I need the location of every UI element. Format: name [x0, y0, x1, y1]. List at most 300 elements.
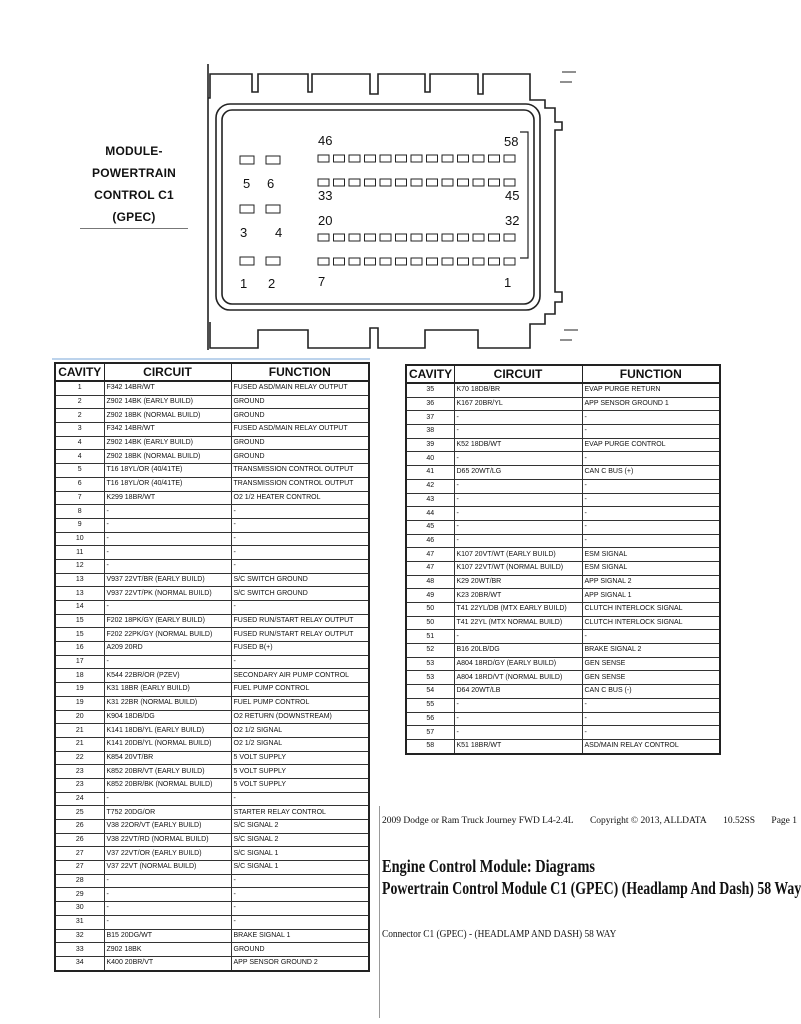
function-cell: -: [582, 479, 720, 493]
cavity-cell: 47: [406, 561, 454, 575]
circuit-header: CIRCUIT: [104, 363, 231, 381]
table-row: [55, 655, 369, 669]
cavity-cell: 10: [55, 532, 104, 546]
function-cell: FUSED RUN/START RELAY OUTPUT: [231, 628, 369, 642]
function-cell: -: [231, 888, 369, 902]
table-row: [55, 833, 369, 847]
function-cell: APP SIGNAL 1: [582, 589, 720, 603]
circuit-cell: D65 20WT/LG: [454, 466, 582, 480]
pin-table-right-body: [406, 383, 720, 754]
cavity-cell: 44: [406, 507, 454, 521]
circuit-cell: K107 20VT/WT (EARLY BUILD): [454, 548, 582, 562]
cavity-cell: 36: [406, 397, 454, 411]
function-cell: GROUND: [231, 450, 369, 464]
circuit-cell: K31 18BR (EARLY BUILD): [104, 683, 231, 697]
cavity-slot: [349, 258, 360, 265]
cavity-slot: [427, 155, 438, 162]
function-cell: -: [231, 546, 369, 560]
function-cell: CLUTCH INTERLOCK SIGNAL: [582, 603, 720, 617]
cavity-slot: [411, 179, 422, 186]
function-cell: S/C SIGNAL 1: [231, 861, 369, 875]
cavity-slot: [365, 179, 376, 186]
function-cell: S/C SWITCH GROUND: [231, 573, 369, 587]
table-row: [55, 505, 369, 519]
circuit-cell: A209 20RD: [104, 642, 231, 656]
cavity-slot: [427, 234, 438, 241]
table-row: [406, 383, 720, 397]
cavity-slot: [504, 179, 515, 186]
heading-primary: Engine Control Module: Diagrams: [382, 856, 595, 876]
table-row: [406, 739, 720, 753]
function-cell: 5 VOLT SUPPLY: [231, 751, 369, 765]
function-header: FUNCTION: [231, 363, 369, 381]
function-cell: CAN C BUS (+): [582, 466, 720, 480]
function-cell: -: [582, 630, 720, 644]
cavity-cell: 31: [55, 915, 104, 929]
function-cell: FUSED RUN/START RELAY OUTPUT: [231, 614, 369, 628]
function-cell: 5 VOLT SUPPLY: [231, 765, 369, 779]
table-row: [55, 477, 369, 491]
function-cell: S/C SIGNAL 1: [231, 847, 369, 861]
cavity-cell: 19: [55, 696, 104, 710]
circuit-cell: V37 22VT (NORMAL BUILD): [104, 861, 231, 875]
function-cell: ESM SIGNAL: [582, 548, 720, 562]
function-cell: GEN SENSE: [582, 671, 720, 685]
circuit-cell: -: [104, 601, 231, 615]
cavity-cell: 11: [55, 546, 104, 560]
function-cell: FUEL PUMP CONTROL: [231, 683, 369, 697]
circuit-cell: -: [454, 452, 582, 466]
cavity-slot: [240, 257, 254, 265]
function-cell: CAN C BUS (-): [582, 685, 720, 699]
cavity-slot: [334, 234, 345, 241]
table-row: [55, 929, 369, 943]
table-row: [55, 737, 369, 751]
circuit-cell: -: [454, 425, 582, 439]
table-row: [55, 683, 369, 697]
table-row: [406, 671, 720, 685]
circuit-cell: -: [104, 792, 231, 806]
circuit-cell: K70 18DB/BR: [454, 383, 582, 397]
module-title-line: (GPEC): [112, 210, 156, 224]
cavity-slot: [380, 234, 391, 241]
cavity-cell: 16: [55, 642, 104, 656]
table-row: [406, 698, 720, 712]
cavity-cell: 35: [406, 383, 454, 397]
table-row: [406, 657, 720, 671]
table-row: [55, 601, 369, 615]
circuit-cell: -: [454, 712, 582, 726]
cavity-slot: [349, 234, 360, 241]
pin-table-left: [54, 362, 370, 972]
cavity-cell: 27: [55, 861, 104, 875]
cavity-cell: 1: [55, 381, 104, 395]
cavity-header: CAVITY: [55, 363, 104, 381]
cavity-slot: [458, 179, 469, 186]
cavity-header: CAVITY: [406, 365, 454, 383]
function-cell: APP SENSOR GROUND 1: [582, 397, 720, 411]
cavity-cell: 19: [55, 683, 104, 697]
circuit-cell: K167 20BR/YL: [454, 397, 582, 411]
circuit-cell: F342 14BR/WT: [104, 423, 231, 437]
table-row: [55, 409, 369, 423]
document-header: [382, 806, 801, 1016]
function-cell: BRAKE SIGNAL 2: [582, 644, 720, 658]
table-row: [55, 888, 369, 902]
function-cell: GROUND: [231, 943, 369, 957]
cavity-cell: 56: [406, 712, 454, 726]
circuit-cell: -: [454, 726, 582, 740]
function-cell: SECONDARY AIR PUMP CONTROL: [231, 669, 369, 683]
table-row: [55, 381, 369, 395]
cavity-cell: 38: [406, 425, 454, 439]
circuit-cell: V38 22OR/VT (EARLY BUILD): [104, 820, 231, 834]
pin-label: 45: [505, 188, 520, 203]
module-title-line: MODULE-: [105, 144, 163, 158]
circuit-cell: V937 22VT/PK (NORMAL BUILD): [104, 587, 231, 601]
table-row: [55, 573, 369, 587]
circuit-cell: K29 20WT/BR: [454, 575, 582, 589]
function-cell: -: [582, 712, 720, 726]
cavity-slot: [240, 156, 254, 164]
function-cell: 5 VOLT SUPPLY: [231, 778, 369, 792]
cavity-cell: 50: [406, 616, 454, 630]
circuit-cell: K854 20VT/BR: [104, 751, 231, 765]
circuit-cell: K141 18DB/YL (EARLY BUILD): [104, 724, 231, 738]
cavity-cell: 47: [406, 548, 454, 562]
cavity-slot: [458, 258, 469, 265]
table-row: [55, 724, 369, 738]
table-row: [55, 587, 369, 601]
function-cell: S/C SIGNAL 2: [231, 833, 369, 847]
cavity-slot: [318, 258, 329, 265]
cavity-cell: 6: [55, 477, 104, 491]
table-row: [406, 712, 720, 726]
cavity-slot: [365, 155, 376, 162]
cavity-cell: 23: [55, 778, 104, 792]
cavity-cell: 17: [55, 655, 104, 669]
function-cell: GEN SENSE: [582, 657, 720, 671]
table-row: [55, 792, 369, 806]
pin-label: 32: [505, 213, 520, 228]
cavity-slot: [318, 155, 329, 162]
cavity-cell: 9: [55, 518, 104, 532]
cavity-cell: 15: [55, 614, 104, 628]
cavity-cell: 53: [406, 657, 454, 671]
function-cell: S/C SIGNAL 2: [231, 820, 369, 834]
cavity-slot: [473, 258, 484, 265]
function-cell: STARTER RELAY CONTROL: [231, 806, 369, 820]
table-row: [55, 614, 369, 628]
document-meta: [382, 816, 797, 826]
cavity-cell: 23: [55, 765, 104, 779]
cavity-slot: [504, 155, 515, 162]
table-row: [55, 915, 369, 929]
cavity-cell: 7: [55, 491, 104, 505]
circuit-cell: -: [454, 411, 582, 425]
circuit-cell: Z902 14BK (EARLY BUILD): [104, 395, 231, 409]
cavity-cell: 30: [55, 902, 104, 916]
circuit-cell: -: [104, 505, 231, 519]
function-cell: EVAP PURGE CONTROL: [582, 438, 720, 452]
function-cell: EVAP PURGE RETURN: [582, 383, 720, 397]
table-row: [55, 751, 369, 765]
circuit-cell: K23 20BR/WT: [454, 589, 582, 603]
cavity-cell: 20: [55, 710, 104, 724]
table-row: [406, 397, 720, 411]
cavity-slot: [504, 234, 515, 241]
module-title: [82, 140, 186, 228]
table-row: [406, 561, 720, 575]
function-cell: FUEL PUMP CONTROL: [231, 696, 369, 710]
cavity-cell: 51: [406, 630, 454, 644]
function-cell: -: [582, 698, 720, 712]
table-row: [55, 642, 369, 656]
table-row: [55, 559, 369, 573]
table-row: [55, 436, 369, 450]
table-row: [406, 644, 720, 658]
circuit-cell: -: [454, 534, 582, 548]
circuit-cell: K31 22BR (NORMAL BUILD): [104, 696, 231, 710]
cavity-slot: [240, 205, 254, 213]
cavity-slot: [504, 258, 515, 265]
connector-title: Connector C1 (GPEC) - (HEADLAMP AND DASH) 58 WAY: [382, 928, 617, 940]
pin-label: 4: [275, 225, 283, 240]
table-row: [55, 778, 369, 792]
cavity-slot: [380, 258, 391, 265]
table-row: [406, 630, 720, 644]
function-cell: S/C SWITCH GROUND: [231, 587, 369, 601]
table-row: [55, 956, 369, 970]
table-row: [406, 493, 720, 507]
function-cell: -: [231, 874, 369, 888]
function-cell: APP SENSOR GROUND 2: [231, 956, 369, 970]
function-cell: -: [231, 559, 369, 573]
pin-table-left-body: [55, 381, 369, 971]
cavity-cell: 57: [406, 726, 454, 740]
cavity-cell: 34: [55, 956, 104, 970]
cavity-cell: 12: [55, 559, 104, 573]
cavity-slot: [349, 155, 360, 162]
cavity-cell: 28: [55, 874, 104, 888]
cavity-slot: [365, 234, 376, 241]
table-row: [55, 491, 369, 505]
cavity-cell: 33: [55, 943, 104, 957]
copyright: Copyright © 2013, ALLDATA: [589, 816, 707, 826]
cavity-cell: 29: [55, 888, 104, 902]
table-row: [406, 479, 720, 493]
cavity-cell: 40: [406, 452, 454, 466]
cavity-cell: 24: [55, 792, 104, 806]
cavity-cell: 2: [55, 395, 104, 409]
function-cell: O2 1/2 HEATER CONTROL: [231, 491, 369, 505]
cavity-slot: [396, 258, 407, 265]
left-table-top-rule: [52, 358, 370, 360]
circuit-cell: V937 22VT/BR (EARLY BUILD): [104, 573, 231, 587]
circuit-cell: A804 18RD/VT (NORMAL BUILD): [454, 671, 582, 685]
table-row: [55, 395, 369, 409]
version: 10.52SS: [723, 816, 756, 826]
cavity-slot: [489, 155, 500, 162]
table-row: [55, 847, 369, 861]
pin-label: 5: [243, 176, 251, 191]
function-cell: -: [231, 518, 369, 532]
cavity-cell: 41: [406, 466, 454, 480]
circuit-cell: -: [454, 698, 582, 712]
cavity-slot: [442, 234, 453, 241]
function-cell: GROUND: [231, 409, 369, 423]
table-header-row: [406, 365, 720, 383]
table-row: [406, 411, 720, 425]
circuit-cell: K544 22BR/OR (PZEV): [104, 669, 231, 683]
cavity-cell: 27: [55, 847, 104, 861]
module-title-line: CONTROL C1: [94, 188, 174, 202]
page-number: Page 1: [771, 816, 798, 826]
table-row: [406, 589, 720, 603]
pin-label: 46: [318, 133, 333, 148]
pin-label: 58: [504, 134, 519, 149]
function-cell: FUSED ASD/MAIN RELAY OUTPUT: [231, 381, 369, 395]
function-cell: -: [582, 411, 720, 425]
cavity-cell: 2: [55, 409, 104, 423]
circuit-cell: Z902 18BK (NORMAL BUILD): [104, 409, 231, 423]
cavity-cell: 8: [55, 505, 104, 519]
table-row: [406, 603, 720, 617]
function-cell: -: [231, 601, 369, 615]
function-cell: -: [582, 493, 720, 507]
circuit-cell: K52 18DB/WT: [454, 438, 582, 452]
circuit-cell: F342 14BR/WT: [104, 381, 231, 395]
cavity-cell: 52: [406, 644, 454, 658]
cavity-cell: 3: [55, 423, 104, 437]
table-row: [406, 548, 720, 562]
circuit-cell: T752 20DG/OR: [104, 806, 231, 820]
function-cell: -: [231, 532, 369, 546]
circuit-cell: -: [454, 493, 582, 507]
circuit-cell: -: [454, 630, 582, 644]
table-row: [55, 464, 369, 478]
cavity-slot: [458, 234, 469, 241]
function-cell: BRAKE SIGNAL 1: [231, 929, 369, 943]
function-cell: -: [582, 507, 720, 521]
circuit-cell: K299 18BR/WT: [104, 491, 231, 505]
cavity-cell: 22: [55, 751, 104, 765]
pin-label: 20: [318, 213, 333, 228]
cavity-cell: 39: [406, 438, 454, 452]
table-row: [55, 628, 369, 642]
table-row: [55, 546, 369, 560]
function-header: FUNCTION: [582, 365, 720, 383]
circuit-cell: -: [454, 520, 582, 534]
cavity-cell: 4: [55, 436, 104, 450]
cavity-cell: 45: [406, 520, 454, 534]
cavity-cell: 54: [406, 685, 454, 699]
function-cell: ASD/MAIN RELAY CONTROL: [582, 739, 720, 753]
table-row: [406, 425, 720, 439]
cavity-slot: [396, 155, 407, 162]
cavity-cell: 48: [406, 575, 454, 589]
circuit-cell: -: [104, 902, 231, 916]
cavity-slot: [266, 205, 280, 213]
table-row: [406, 534, 720, 548]
table-row: [55, 820, 369, 834]
circuit-cell: K141 20DB/YL (NORMAL BUILD): [104, 737, 231, 751]
function-cell: O2 1/2 SIGNAL: [231, 737, 369, 751]
cavity-slot: [411, 155, 422, 162]
circuit-cell: V37 22VT/OR (EARLY BUILD): [104, 847, 231, 861]
cavity-cell: 26: [55, 833, 104, 847]
cavity-slot: [266, 257, 280, 265]
cavity-slot: [334, 258, 345, 265]
cavity-cell: 13: [55, 587, 104, 601]
cavity-slot: [411, 234, 422, 241]
cavity-slot: [318, 234, 329, 241]
circuit-cell: T41 22YL (MTX NORMAL BUILD): [454, 616, 582, 630]
pin-label: 1: [504, 275, 512, 290]
circuit-cell: D64 20WT/LB: [454, 685, 582, 699]
circuit-cell: Z902 18BK (NORMAL BUILD): [104, 450, 231, 464]
table-row: [55, 861, 369, 875]
circuit-cell: -: [104, 546, 231, 560]
cavity-slot: [489, 179, 500, 186]
cavity-slot: [396, 234, 407, 241]
cavity-cell: 5: [55, 464, 104, 478]
table-row: [406, 466, 720, 480]
cavity-cell: 49: [406, 589, 454, 603]
pin-label: 1: [240, 276, 248, 291]
cavity-cell: 13: [55, 573, 104, 587]
circuit-cell: K904 18DB/DG: [104, 710, 231, 724]
cavity-cell: 21: [55, 737, 104, 751]
table-row: [55, 518, 369, 532]
circuit-cell: V38 22VT/RD (NORMAL BUILD): [104, 833, 231, 847]
circuit-cell: Z902 18BK: [104, 943, 231, 957]
cavity-cell: 42: [406, 479, 454, 493]
circuit-cell: T16 18YL/OR (40/41TE): [104, 464, 231, 478]
table-row: [406, 438, 720, 452]
table-row: [55, 450, 369, 464]
function-cell: GROUND: [231, 395, 369, 409]
cavity-slot: [334, 179, 345, 186]
heading-secondary: Powertrain Control Module C1 (GPEC) (Headlamp And Dash) 58 Way: [382, 878, 801, 898]
function-cell: -: [231, 792, 369, 806]
pin-table-right: [405, 364, 721, 755]
table-row: [55, 532, 369, 546]
title-underline: [80, 228, 188, 229]
cavity-cell: 18: [55, 669, 104, 683]
circuit-cell: K400 20BR/VT: [104, 956, 231, 970]
table-row: [406, 507, 720, 521]
cavity-slot: [442, 179, 453, 186]
circuit-cell: T16 18YL/OR (40/41TE): [104, 477, 231, 491]
vehicle-info: 2009 Dodge or Ram Truck Journey FWD L4-2.4L: [382, 816, 574, 826]
connector-housing: [208, 64, 562, 350]
cavity-cell: 53: [406, 671, 454, 685]
cavity-cell: 37: [406, 411, 454, 425]
cavity-cell: 50: [406, 603, 454, 617]
circuit-cell: -: [104, 874, 231, 888]
cavity-slot: [489, 258, 500, 265]
circuit-cell: A804 18RD/GY (EARLY BUILD): [454, 657, 582, 671]
cavity-slot: [334, 155, 345, 162]
function-cell: O2 1/2 SIGNAL: [231, 724, 369, 738]
connector-diagram: [200, 62, 580, 352]
pin-label: 2: [268, 276, 276, 291]
function-cell: APP SIGNAL 2: [582, 575, 720, 589]
function-cell: -: [231, 655, 369, 669]
table-row: [55, 874, 369, 888]
circuit-cell: K107 22VT/WT (NORMAL BUILD): [454, 561, 582, 575]
